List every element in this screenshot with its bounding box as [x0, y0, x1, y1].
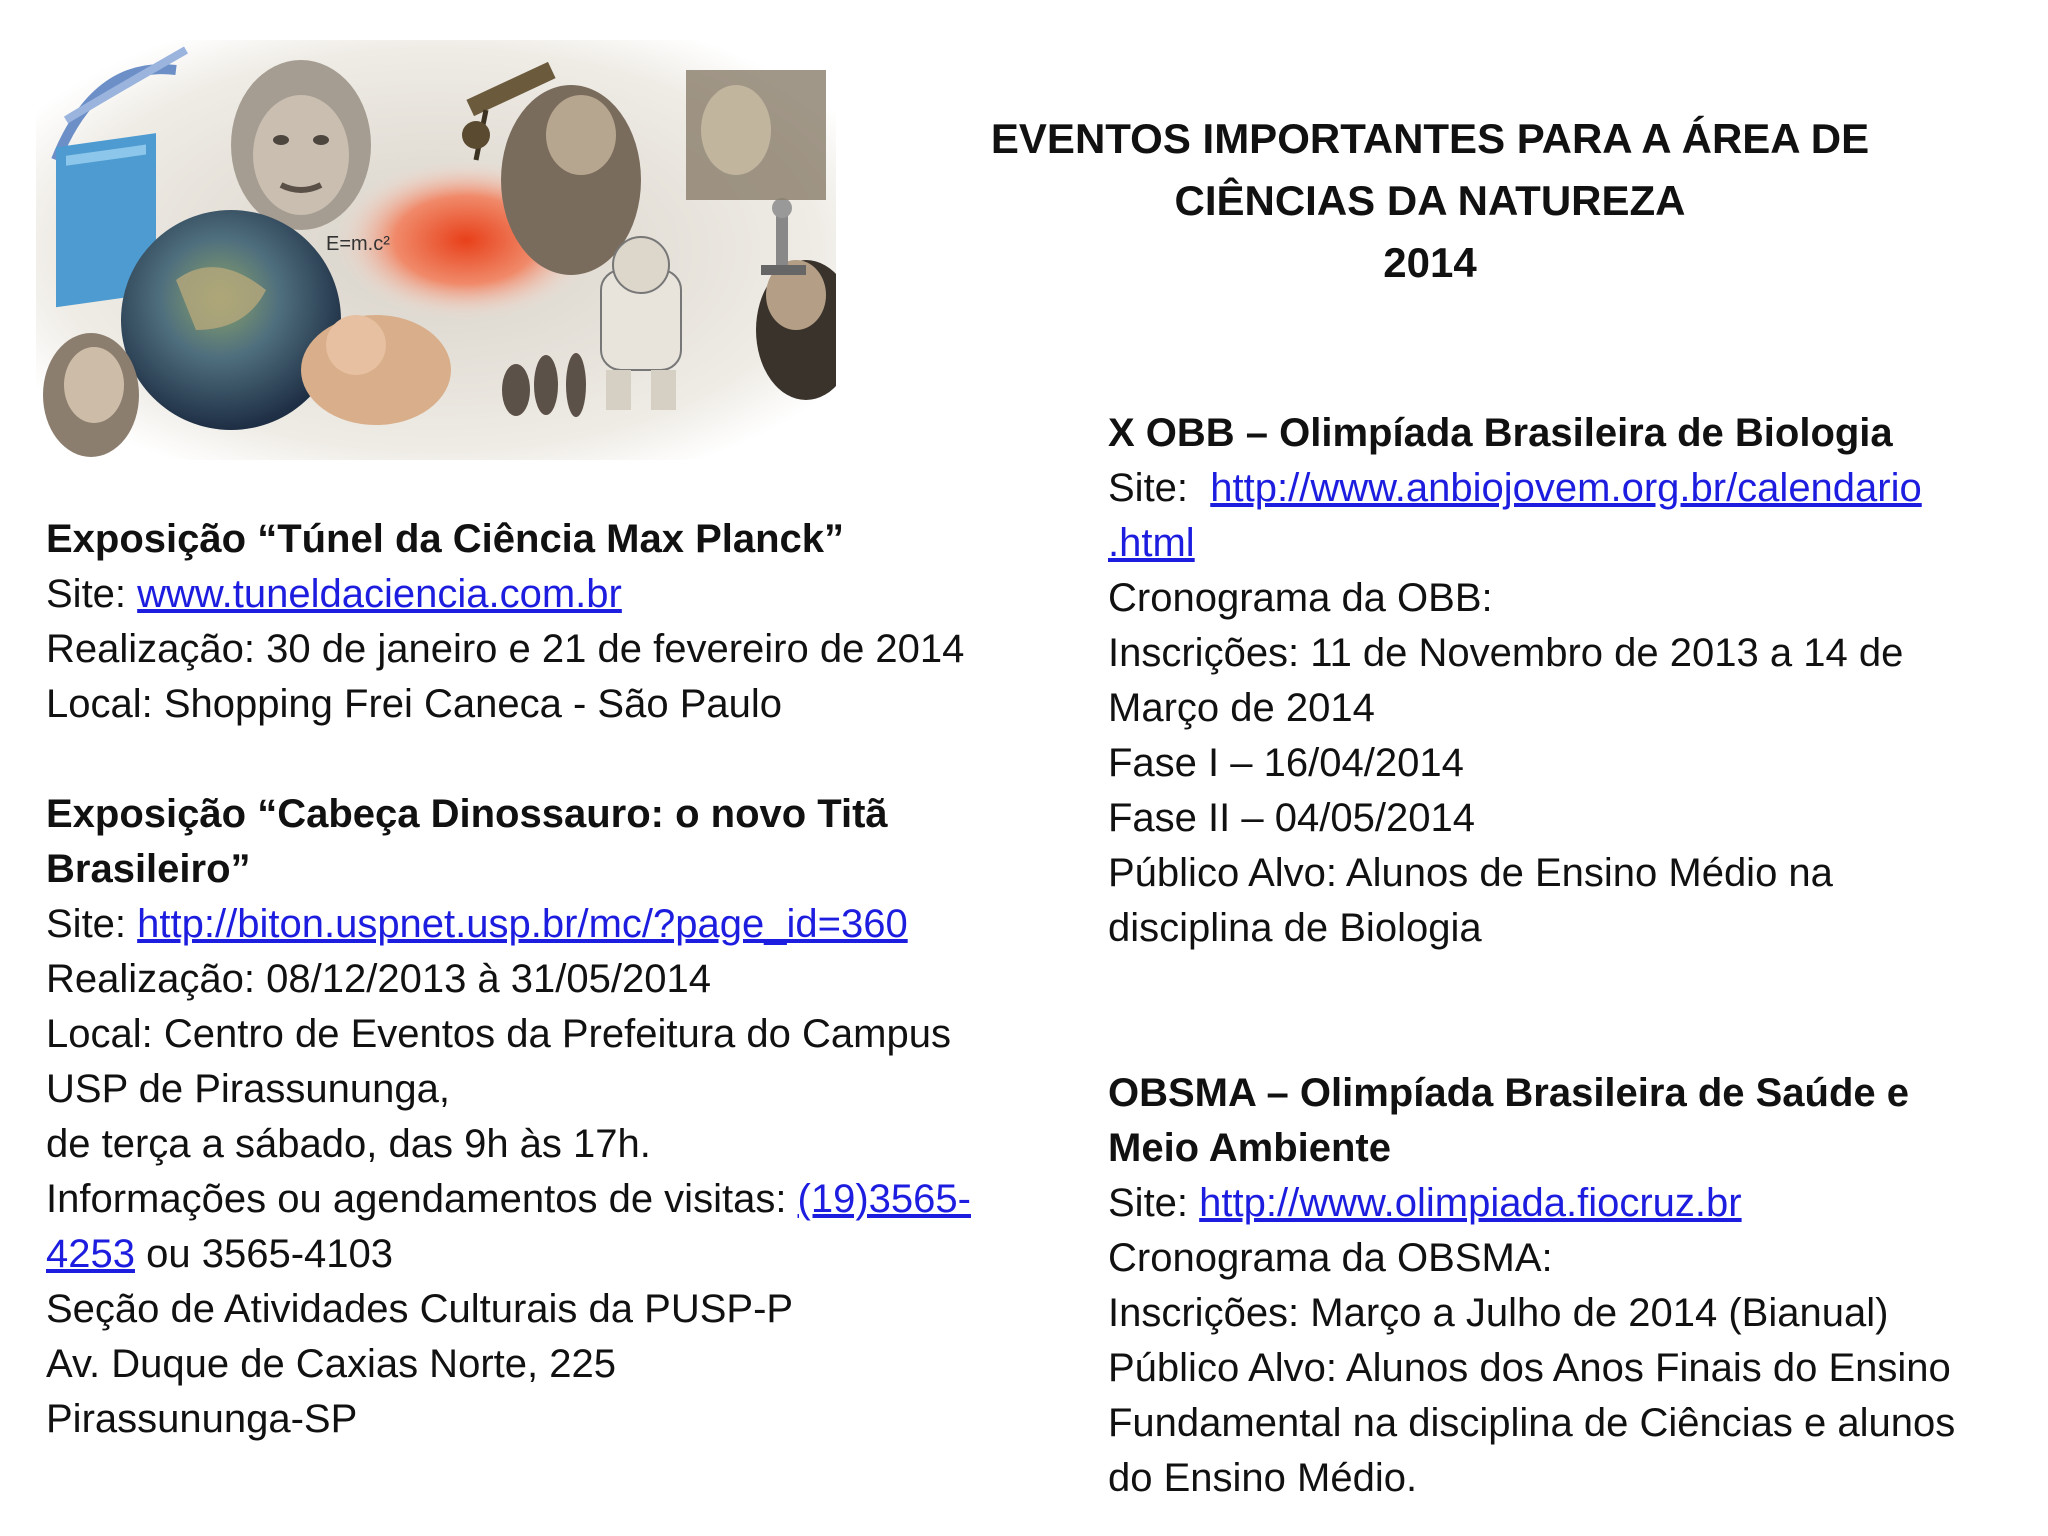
registration-line-2: Março de 2014 — [1108, 686, 1375, 730]
registration: Inscrições: Março a Julho de 2014 (Bianual) — [1108, 1291, 1889, 1335]
site-label: Site: — [46, 902, 138, 946]
event-location: Local: Shopping Frei Caneca - São Paulo — [46, 682, 783, 726]
event-title-line-2: Meio Ambiente — [1108, 1126, 1391, 1170]
phase-1: Fase I – 16/04/2014 — [1108, 741, 1464, 785]
info-label: Informações ou agendamentos de visitas: — [46, 1177, 798, 1221]
page-title — [930, 108, 1930, 294]
event-obb — [1108, 406, 2028, 956]
left-column — [46, 512, 1026, 1447]
event-tunel-da-ciencia — [46, 512, 1026, 732]
site-label: Site: — [1108, 1181, 1200, 1225]
site-line-cont — [1108, 516, 2028, 571]
site-link[interactable]: http://biton.uspnet.usp.br/mc/?page_id=360 — [137, 902, 908, 946]
formula-label: E=m.c² — [326, 233, 390, 255]
event-hours: de terça a sábado, das 9h às 17h. — [46, 1122, 651, 1166]
site-line — [1108, 461, 2028, 516]
right-column — [1108, 406, 2028, 1506]
phone-alt: ou 3565-4103 — [134, 1232, 393, 1276]
event-obsma — [1108, 1066, 2028, 1506]
event-title-line-1: OBSMA – Olimpíada Brasileira de Saúde e — [1108, 1071, 1910, 1115]
site-link[interactable]: http://www.olimpiada.fiocruz.br — [1199, 1181, 1742, 1225]
site-line — [1108, 1176, 2028, 1231]
address: Av. Duque de Caxias Norte, 225 — [46, 1342, 616, 1386]
science-collage-image — [36, 40, 836, 460]
phase-2: Fase II – 04/05/2014 — [1108, 796, 1475, 840]
baby-icon — [301, 315, 451, 425]
event-location-line-1: Local: Centro de Eventos da Prefeitura do Campus — [46, 1012, 951, 1056]
event-title: Exposição “Túnel da Ciência Max Planck” — [46, 517, 845, 561]
event-title-line-1: Exposição “Cabeça Dinossauro: o novo Titã — [46, 792, 888, 836]
site-link-part-2[interactable]: .html — [1108, 521, 1195, 565]
site-link-part-1[interactable]: http://www.anbiojovem.org.br/calendario — [1210, 466, 1922, 510]
title-line-2: CIÊNCIAS DA NATUREZA — [1174, 177, 1686, 224]
schedule-heading: Cronograma da OBB: — [1108, 576, 1493, 620]
phone-line — [46, 1227, 1026, 1282]
site-link[interactable]: www.tuneldaciencia.com.br — [137, 572, 622, 616]
site-label: Site: — [46, 572, 138, 616]
event-title-line-2: Brasileiro” — [46, 847, 251, 891]
info-line — [46, 1172, 1026, 1227]
event-title: X OBB – Olimpíada Brasileira de Biologia — [1108, 411, 1893, 455]
event-location-line-2: USP de Pirassununga, — [46, 1067, 450, 1111]
audience-line-3: do Ensino Médio. — [1108, 1456, 1418, 1500]
event-date: Realização: 30 de janeiro e 21 de fevereiro de 2014 — [46, 627, 965, 671]
site-line — [46, 897, 1026, 952]
audience-line-2: disciplina de Biologia — [1108, 906, 1482, 950]
event-cabeca-dinossauro — [46, 787, 1026, 1447]
registration-line-1: Inscrições: 11 de Novembro de 2013 a 14 de — [1108, 631, 1904, 675]
city: Pirassununga-SP — [46, 1397, 358, 1441]
audience-line-1: Público Alvo: Alunos de Ensino Médio na — [1108, 851, 1833, 895]
phone-link-part-1[interactable]: (19)3565- — [797, 1177, 971, 1221]
audience-line-2: Fundamental na disciplina de Ciências e alunos — [1108, 1401, 1956, 1445]
event-date: Realização: 08/12/2013 à 31/05/2014 — [46, 957, 711, 1001]
audience-line-1: Público Alvo: Alunos dos Anos Finais do Ensino — [1108, 1346, 1951, 1390]
title-year: 2014 — [1383, 239, 1477, 286]
site-line — [46, 567, 1026, 622]
title-line-1: EVENTOS IMPORTANTES PARA A ÁREA DE — [990, 115, 1870, 162]
section-name: Seção de Atividades Culturais da PUSP-P — [46, 1287, 794, 1331]
schedule-heading: Cronograma da OBSMA: — [1108, 1236, 1553, 1280]
site-label: Site: — [1108, 466, 1211, 510]
phone-link-part-2[interactable]: 4253 — [46, 1232, 135, 1276]
